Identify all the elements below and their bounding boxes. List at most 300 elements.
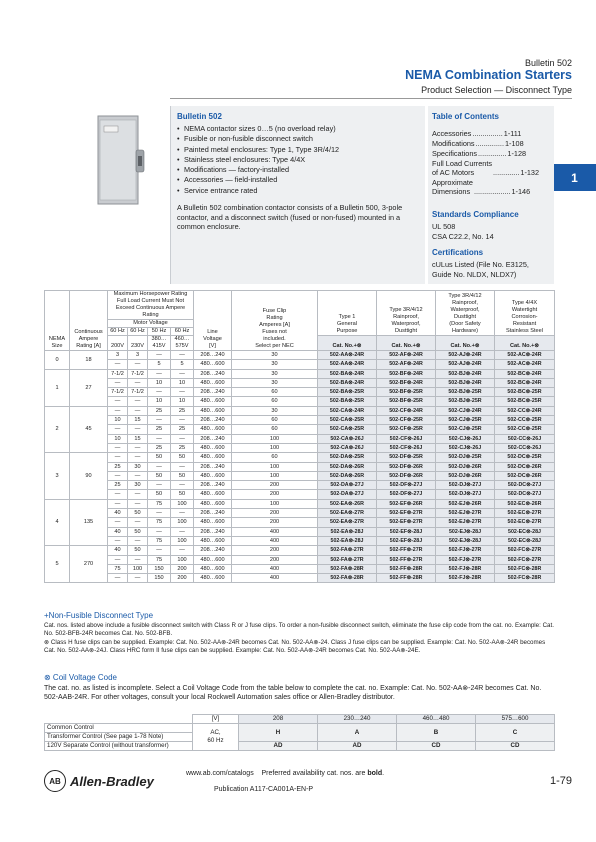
table-cell: 60 bbox=[232, 388, 318, 397]
table-cell: 208…240 bbox=[194, 527, 232, 536]
coil-code: AD bbox=[318, 742, 397, 751]
table-cell: — bbox=[128, 397, 148, 406]
catalog-url[interactable]: www.ab.com/catalogs bbox=[186, 770, 254, 777]
table-cell: 50 bbox=[171, 453, 194, 462]
cat-no-cell: 502-DA⊗-25R bbox=[318, 453, 377, 462]
table-cell: 480…600 bbox=[194, 406, 232, 415]
feature-list bbox=[177, 124, 419, 196]
coil-voltage: 208 bbox=[239, 715, 318, 724]
col-hz: 60 Hz bbox=[128, 328, 148, 336]
table-row bbox=[45, 351, 555, 360]
table-cell: 480…600 bbox=[194, 555, 232, 564]
table-row bbox=[45, 388, 555, 397]
table-cell: — bbox=[108, 397, 128, 406]
table-cell: — bbox=[108, 471, 128, 480]
table-cell: — bbox=[171, 546, 194, 555]
cat-no-cell: 502-FF⊗-28R bbox=[377, 574, 436, 583]
cat-no-cell: 502-AF⊗-24R bbox=[377, 351, 436, 360]
cat-no-cell: 502-FA⊗-28R bbox=[318, 564, 377, 573]
table-cell: 40 bbox=[108, 546, 128, 555]
cat-no-cell: 502-CJ⊗-26J bbox=[436, 434, 495, 443]
cat-no-cell: 502-BC⊗-25R bbox=[495, 397, 555, 406]
cat-no-cell: 502-BJ⊗-25R bbox=[436, 397, 495, 406]
table-cell: 25 bbox=[108, 462, 128, 471]
table-cell: 25 bbox=[108, 481, 128, 490]
cat-no-cell: 502-EC⊗-27R bbox=[495, 509, 555, 518]
table-cell: — bbox=[128, 406, 148, 415]
table-cell: 7-1/2 bbox=[128, 369, 148, 378]
cat-no-cell: 502-CC⊗-26J bbox=[495, 443, 555, 452]
cat-no-cell: 502-BC⊗-24R bbox=[495, 369, 555, 378]
toc-item-label: Specifications bbox=[432, 149, 478, 158]
table-cell: — bbox=[171, 462, 194, 471]
table-cell: 480…600 bbox=[194, 518, 232, 527]
table-cell: 60 bbox=[232, 416, 318, 425]
table-cell: 10 bbox=[148, 378, 171, 387]
cat-no-cell: 502-EJ⊗-28J bbox=[436, 527, 495, 536]
cat-no-cell: 502-DJ⊗-25R bbox=[436, 453, 495, 462]
col-nema-size: NEMA Size bbox=[45, 291, 70, 351]
table-cell: 200 bbox=[232, 490, 318, 499]
cat-no-cell: 502-EJ⊗-27R bbox=[436, 509, 495, 518]
cat-no-cell: 502-DC⊗-26R bbox=[495, 471, 555, 480]
table-cell: 10 bbox=[108, 416, 128, 425]
cat-no-cell: 502-BA⊗-25R bbox=[318, 397, 377, 406]
coil-frequency: AC, 60 Hz bbox=[193, 724, 239, 751]
table-cell: 30 bbox=[232, 351, 318, 360]
table-cell: 208…240 bbox=[194, 416, 232, 425]
ab-seal-icon: AB bbox=[44, 770, 66, 792]
cat-no-cell: 502-BA⊗-24R bbox=[318, 378, 377, 387]
table-cell: 3 bbox=[108, 351, 128, 360]
table-cell: 50 bbox=[148, 471, 171, 480]
cat-no-cell: 502-AJ⊗-24R bbox=[436, 351, 495, 360]
table-cell: 40 bbox=[108, 509, 128, 518]
table-cell: — bbox=[108, 555, 128, 564]
section-tab: 1 bbox=[553, 164, 596, 191]
toc-item-label: Approximate Dimensions bbox=[432, 178, 473, 196]
table-cell: 60 bbox=[232, 425, 318, 434]
cat-no-cell: 502-CJ⊗-25R bbox=[436, 416, 495, 425]
table-cell: 10 bbox=[171, 397, 194, 406]
standards-panel bbox=[432, 210, 554, 279]
cat-no-cell: 502-CF⊗-26J bbox=[377, 434, 436, 443]
table-cell: 400 bbox=[232, 574, 318, 583]
table-row bbox=[45, 416, 555, 425]
table-cell: — bbox=[108, 360, 128, 369]
cat-no-cell: 502-FA⊗-27R bbox=[318, 546, 377, 555]
table-cell: — bbox=[171, 369, 194, 378]
table-row bbox=[45, 462, 555, 471]
table-cell: 100 bbox=[232, 471, 318, 480]
cat-no-cell: 502-DJ⊗-27J bbox=[436, 481, 495, 490]
cat-no-cell: 502-FC⊗-28R bbox=[495, 564, 555, 573]
cat-no-cell: 502-EF⊗-27R bbox=[377, 509, 436, 518]
series-label: Bulletin 502 bbox=[524, 58, 572, 68]
coil-code: H bbox=[239, 724, 318, 742]
table-cell: 30 bbox=[128, 462, 148, 471]
table-cell: 30 bbox=[232, 369, 318, 378]
nonfusible-note-title: +Non-Fusible Disconnect Type bbox=[44, 611, 154, 620]
table-row bbox=[45, 490, 555, 499]
col-hp-group: Maximum Horsepower Rating Full Load Current Must Not Exceed Continuous Ampere Rating bbox=[108, 291, 194, 320]
toc-item-dots: ............. bbox=[493, 168, 520, 177]
cat-no-cell: 502-CA⊗-24R bbox=[318, 406, 377, 415]
cat-no-cell: 502-EA⊗-27R bbox=[318, 518, 377, 527]
standards-line: CSA C22.2, No. 14 bbox=[432, 231, 494, 241]
table-cell: 208…240 bbox=[194, 369, 232, 378]
cat-no-cell: 502-FF⊗-27R bbox=[377, 555, 436, 564]
coil-code: C bbox=[476, 724, 555, 742]
table-cell: 15 bbox=[128, 416, 148, 425]
cat-no-cell: 502-DF⊗-26R bbox=[377, 462, 436, 471]
cat-no-cell: 502-EF⊗-26R bbox=[377, 499, 436, 508]
publication-number: Publication A117-CA001A-EN-P bbox=[214, 786, 314, 793]
cat-no-cell: 502-EJ⊗-26R bbox=[436, 499, 495, 508]
cat-no-cell: 502-BF⊗-24R bbox=[377, 369, 436, 378]
table-cell: 200 bbox=[171, 574, 194, 583]
cat-no-cell: 502-EF⊗-27R bbox=[377, 518, 436, 527]
col-cat-no: Cat. No.+⊗ bbox=[377, 336, 436, 351]
table-cell: — bbox=[148, 509, 171, 518]
table-cell: 10 bbox=[108, 434, 128, 443]
table-cell: — bbox=[148, 462, 171, 471]
table-cell: 7-1/2 bbox=[108, 369, 128, 378]
feature-item: • Service entrance rated bbox=[177, 186, 419, 196]
cat-no-cell: 502-DC⊗-27J bbox=[495, 481, 555, 490]
toc-title: Table of Contents bbox=[432, 112, 499, 121]
brand-logo bbox=[44, 770, 154, 792]
cat-no-cell: 502-DF⊗-26R bbox=[377, 471, 436, 480]
cat-no-cell: 502-AC⊗-24R bbox=[495, 360, 555, 369]
table-cell: — bbox=[128, 490, 148, 499]
table-cell: 50 bbox=[171, 490, 194, 499]
table-cell: 480…600 bbox=[194, 471, 232, 480]
col-type4: Type 4/4X Watertight Corrosion- Resistant Stainless Steel bbox=[495, 291, 555, 336]
table-cell: 30 bbox=[128, 481, 148, 490]
toc-item-page: 1-132 bbox=[520, 168, 540, 177]
ampere-rating-cell: 90 bbox=[70, 453, 108, 499]
table-cell: 50 bbox=[171, 471, 194, 480]
certification-line: Guide No. NLDX, NLDX7) bbox=[432, 269, 517, 279]
cat-no-cell: 502-CF⊗-25R bbox=[377, 425, 436, 434]
table-cell: — bbox=[128, 536, 148, 545]
col-hz: 60 Hz bbox=[108, 328, 128, 336]
col-cat-no: Cat. No.+⊗ bbox=[495, 336, 555, 351]
table-cell: — bbox=[128, 425, 148, 434]
cat-no-cell: 502-CJ⊗-25R bbox=[436, 425, 495, 434]
table-cell: 7-1/2 bbox=[128, 388, 148, 397]
cat-no-cell: 502-CF⊗-26J bbox=[377, 443, 436, 452]
coil-code: A bbox=[318, 724, 397, 742]
ampere-rating-cell: 270 bbox=[70, 546, 108, 583]
table-cell: 50 bbox=[148, 453, 171, 462]
standards-title: Standards Compliance bbox=[432, 210, 519, 219]
table-cell: 480…600 bbox=[194, 443, 232, 452]
table-cell: 208…240 bbox=[194, 388, 232, 397]
cat-no-cell: 502-CC⊗-25R bbox=[495, 416, 555, 425]
toc-item[interactable] bbox=[432, 178, 550, 196]
cat-no-cell: 502-CC⊗-25R bbox=[495, 425, 555, 434]
table-cell: 480…600 bbox=[194, 499, 232, 508]
coil-voltage: 575…600 bbox=[476, 715, 555, 724]
nema-size-cell: 2 bbox=[45, 406, 70, 452]
table-cell: 15 bbox=[128, 434, 148, 443]
toc-item[interactable] bbox=[432, 159, 550, 177]
table-row bbox=[45, 434, 555, 443]
coil-voltage-text: The cat. no. as listed is incomplete. Select a Coil Voltage Code from the table below to complete the cat. no. Example: Cat. No. 502-AA⊗-24R becomes Cat. No. 502-AAB-24R. For other voltages, consult your local Rockwell Automation sales office or Allen-Bradley distributor. bbox=[44, 685, 542, 701]
table-cell: — bbox=[128, 518, 148, 527]
table-row bbox=[45, 453, 555, 462]
col-volts: 380… 415V bbox=[148, 336, 171, 351]
table-cell: — bbox=[128, 555, 148, 564]
cat-no-cell: 502-DJ⊗-26R bbox=[436, 462, 495, 471]
cat-no-cell: 502-FJ⊗-27R bbox=[436, 555, 495, 564]
col-hz: 60 Hz bbox=[171, 328, 194, 336]
table-cell: 400 bbox=[232, 536, 318, 545]
table-row bbox=[45, 378, 555, 387]
table-cell: 75 bbox=[108, 564, 128, 573]
table-cell: — bbox=[108, 443, 128, 452]
table-cell: — bbox=[108, 425, 128, 434]
table-row bbox=[45, 481, 555, 490]
table-cell: 100 bbox=[232, 462, 318, 471]
cat-no-cell: 502-EA⊗-27R bbox=[318, 509, 377, 518]
table-cell: — bbox=[171, 388, 194, 397]
table-cell: 75 bbox=[148, 499, 171, 508]
table-cell: 25 bbox=[171, 406, 194, 415]
table-cell: 100 bbox=[171, 518, 194, 527]
coil-code: CD bbox=[476, 742, 555, 751]
table-cell: 100 bbox=[232, 443, 318, 452]
table-cell: 200 bbox=[232, 481, 318, 490]
table-row bbox=[45, 546, 555, 555]
preferred-note: Preferred availability cat. nos. are bbox=[261, 770, 366, 777]
table-row bbox=[45, 518, 555, 527]
table-cell: 208…240 bbox=[194, 509, 232, 518]
table-cell: — bbox=[148, 388, 171, 397]
table-cell: 480…600 bbox=[194, 574, 232, 583]
cat-no-cell: 502-DF⊗-27J bbox=[377, 490, 436, 499]
table-cell: — bbox=[171, 351, 194, 360]
cat-no-cell: 502-EA⊗-28J bbox=[318, 527, 377, 536]
cat-no-cell: 502-EC⊗-28J bbox=[495, 527, 555, 536]
table-cell: — bbox=[171, 481, 194, 490]
toc-item-page: 1-128 bbox=[507, 149, 527, 158]
cat-no-cell: 502-CA⊗-25R bbox=[318, 425, 377, 434]
table-cell: — bbox=[108, 378, 128, 387]
table-cell: 3 bbox=[128, 351, 148, 360]
cat-no-cell: 502-BJ⊗-25R bbox=[436, 388, 495, 397]
table-cell: 400 bbox=[232, 564, 318, 573]
table-row bbox=[45, 425, 555, 434]
coil-voltage: 460…480 bbox=[397, 715, 476, 724]
cat-no-cell: 502-DJ⊗-27J bbox=[436, 490, 495, 499]
cat-no-cell: 502-EC⊗-26R bbox=[495, 499, 555, 508]
header-rule bbox=[170, 98, 572, 99]
table-cell: — bbox=[148, 546, 171, 555]
cat-no-cell: 502-FF⊗-27R bbox=[377, 546, 436, 555]
ampere-rating-cell: 135 bbox=[70, 499, 108, 545]
table-cell: 208…240 bbox=[194, 462, 232, 471]
coil-voltage: 230…240 bbox=[318, 715, 397, 724]
cat-no-cell: 502-EA⊗-26R bbox=[318, 499, 377, 508]
table-cell: — bbox=[128, 499, 148, 508]
cat-no-cell: 502-FC⊗-28R bbox=[495, 574, 555, 583]
cat-no-cell: 502-AA⊗-24R bbox=[318, 351, 377, 360]
table-cell: — bbox=[171, 509, 194, 518]
table-cell: — bbox=[148, 416, 171, 425]
table-cell: 208…240 bbox=[194, 351, 232, 360]
table-cell: — bbox=[148, 481, 171, 490]
table-cell: — bbox=[108, 574, 128, 583]
cat-no-cell: 502-CC⊗-24R bbox=[495, 406, 555, 415]
nema-size-cell: 5 bbox=[45, 546, 70, 583]
toc-item[interactable] bbox=[432, 129, 550, 138]
col-ampere-rating: Continuous Ampere Rating [A] bbox=[70, 291, 108, 351]
coil-code: B bbox=[397, 724, 476, 742]
coil-voltage-title: ⊗ Coil Voltage Code bbox=[44, 673, 117, 682]
coil-row-label: Transformer Control (See page 1-78 Note) bbox=[45, 733, 193, 742]
certifications-title: Certifications bbox=[432, 248, 484, 257]
intro-title: Bulletin 502 bbox=[177, 112, 222, 121]
cat-no-cell: 502-DA⊗-26R bbox=[318, 462, 377, 471]
feature-item: • Modifications — factory-installed bbox=[177, 165, 419, 175]
toc-item[interactable] bbox=[432, 149, 550, 158]
cat-no-cell: 502-DA⊗-26R bbox=[318, 471, 377, 480]
toc-item-page: 1-146 bbox=[511, 187, 531, 196]
standards-line: UL 508 bbox=[432, 222, 456, 231]
cat-no-cell: 502-CJ⊗-26J bbox=[436, 443, 495, 452]
col-fuse-clip bbox=[232, 291, 318, 351]
feature-item: • Painted metal enclosures: Type 1, Type 3R/4/12 bbox=[177, 145, 419, 155]
table-cell: 480…600 bbox=[194, 378, 232, 387]
table-cell: — bbox=[128, 378, 148, 387]
table-cell: — bbox=[108, 536, 128, 545]
table-cell: — bbox=[148, 351, 171, 360]
table-cell: 400 bbox=[232, 527, 318, 536]
table-cell: 200 bbox=[232, 546, 318, 555]
table-cell: 50 bbox=[128, 527, 148, 536]
cat-no-cell: 502-DJ⊗-26R bbox=[436, 471, 495, 480]
col-type3: Type 3R/4/12 Rainproof, Waterproof, Dusttight bbox=[377, 291, 436, 336]
intro-paragraph: A Bulletin 502 combination contactor consists of a Bulletin 500, 3-pole contactor, and a disconnect switch (fused or non-fused) mounted in a common enclosure. bbox=[177, 203, 403, 232]
table-row bbox=[45, 574, 555, 583]
table-cell: 75 bbox=[148, 518, 171, 527]
col-hz: 50 Hz bbox=[148, 328, 171, 336]
table-cell: 480…600 bbox=[194, 536, 232, 545]
nema-size-cell: 4 bbox=[45, 499, 70, 545]
table-cell: 25 bbox=[148, 406, 171, 415]
cat-no-cell: 502-EC⊗-27R bbox=[495, 518, 555, 527]
fuse-clip-heading: Fuse Clip Rating Amperes [A] bbox=[259, 308, 290, 328]
coil-voltage-table bbox=[44, 714, 555, 751]
table-cell: 5 bbox=[171, 360, 194, 369]
cat-no-cell: 502-BF⊗-25R bbox=[377, 388, 436, 397]
table-row bbox=[45, 527, 555, 536]
table-cell: 10 bbox=[171, 378, 194, 387]
cat-no-cell: 502-DF⊗-25R bbox=[377, 453, 436, 462]
table-cell: 200 bbox=[232, 518, 318, 527]
cat-no-cell: 502-DA⊗-27J bbox=[318, 490, 377, 499]
fuse-clip-note: Fuses not included. Select per NEC bbox=[255, 329, 294, 349]
table-cell: 10 bbox=[148, 397, 171, 406]
table-cell: 200 bbox=[232, 555, 318, 564]
cat-no-cell: 502-EA⊗-28J bbox=[318, 536, 377, 545]
cat-no-cell: 502-CC⊗-26J bbox=[495, 434, 555, 443]
table-cell: 480…600 bbox=[194, 453, 232, 462]
table-cell: 480…600 bbox=[194, 360, 232, 369]
feature-item: • Stainless steel enclosures: Type 4/4X bbox=[177, 155, 419, 165]
nema-size-cell: 3 bbox=[45, 453, 70, 499]
toc-item[interactable] bbox=[432, 139, 550, 148]
table-cell: — bbox=[148, 434, 171, 443]
table-row bbox=[45, 369, 555, 378]
toc-item-label: Full Load Currents of AC Motors bbox=[432, 159, 493, 177]
table-cell: 100 bbox=[232, 434, 318, 443]
table-cell: 480…600 bbox=[194, 490, 232, 499]
cat-no-cell: 502-AA⊗-24R bbox=[318, 360, 377, 369]
table-cell: 25 bbox=[148, 425, 171, 434]
cat-no-cell: 502-EC⊗-28J bbox=[495, 536, 555, 545]
table-cell: 7-1/2 bbox=[108, 388, 128, 397]
table-cell: 150 bbox=[148, 574, 171, 583]
table-row bbox=[45, 564, 555, 573]
cat-no-cell: 502-BF⊗-24R bbox=[377, 378, 436, 387]
cat-no-cell: 502-FJ⊗-28R bbox=[436, 574, 495, 583]
table-cell: — bbox=[108, 499, 128, 508]
footer-line: www.ab.com/catalogs Preferred availability cat. nos. are bold. bbox=[186, 770, 385, 777]
table-cell: 480…600 bbox=[194, 425, 232, 434]
cat-no-cell: 502-EF⊗-28J bbox=[377, 536, 436, 545]
toc-item-dots: .............. bbox=[478, 149, 507, 158]
table-cell: — bbox=[128, 453, 148, 462]
table-cell: — bbox=[171, 416, 194, 425]
cat-no-cell: 502-FA⊗-27R bbox=[318, 555, 377, 564]
table-cell: — bbox=[148, 527, 171, 536]
table-cell: 50 bbox=[128, 509, 148, 518]
table-row bbox=[45, 360, 555, 369]
table-cell: 25 bbox=[171, 425, 194, 434]
nema-size-cell: 1 bbox=[45, 369, 70, 406]
table-cell: 100 bbox=[171, 499, 194, 508]
nonfusible-note-text: Cat. nos. listed above include a fusible disconnect switch with Class R or J fuse clips. To order a non-fusible disconnect switch, eliminate the fuse clip code from the cat. no. Example: Cat. No. 502-BFB-24R becomes Cat. No. 502-BFB. bbox=[44, 622, 554, 637]
toc-item-label: Accessories bbox=[432, 129, 472, 138]
certification-line: cULus Listed (File No. E3125, bbox=[432, 260, 529, 269]
table-cell: 50 bbox=[148, 490, 171, 499]
brand-wordmark: Allen-Bradley bbox=[70, 773, 154, 789]
table-cell: — bbox=[148, 369, 171, 378]
cat-no-cell: 502-AC⊗-24R bbox=[495, 351, 555, 360]
ampere-rating-cell: 18 bbox=[70, 351, 108, 370]
table-cell: — bbox=[108, 406, 128, 415]
cat-no-cell: 502-EJ⊗-27R bbox=[436, 518, 495, 527]
table-cell: — bbox=[128, 443, 148, 452]
table-cell: — bbox=[108, 453, 128, 462]
col-volts: 230V bbox=[128, 336, 148, 351]
col-cat-no: Cat. No.+⊗ bbox=[318, 336, 377, 351]
table-cell: 30 bbox=[232, 378, 318, 387]
preferred-bold: bold bbox=[367, 770, 383, 777]
toc-item-dots: .................. bbox=[473, 187, 511, 196]
cat-no-cell: 502-DC⊗-25R bbox=[495, 453, 555, 462]
table-cell: 75 bbox=[148, 536, 171, 545]
ampere-rating-cell: 45 bbox=[70, 406, 108, 452]
cat-no-cell: 502-BF⊗-25R bbox=[377, 397, 436, 406]
cat-no-cell: 502-BA⊗-24R bbox=[318, 369, 377, 378]
table-cell: 100 bbox=[171, 536, 194, 545]
table-cell: — bbox=[128, 574, 148, 583]
